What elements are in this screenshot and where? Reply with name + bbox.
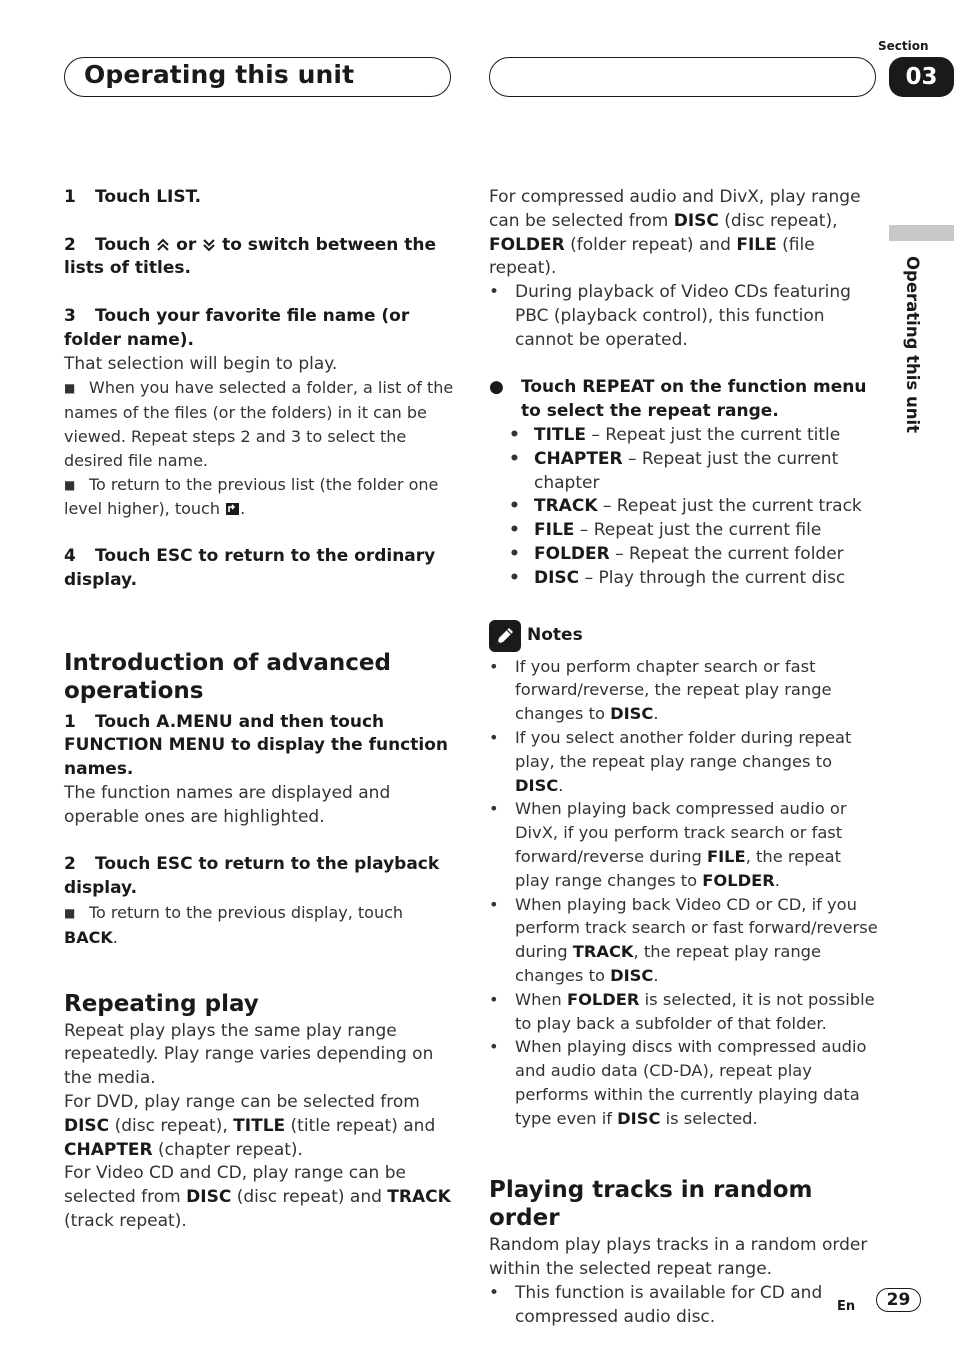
random-para: Random play plays tracks in a random order within the selected repeat range. [489, 1235, 868, 1280]
side-tab-marker [889, 225, 954, 241]
note-item: • If you select another folder during repeat play, the repeat play range changes to DISC. [489, 726, 879, 797]
intro-note: ■ To return to the previous display, touch BACK. [64, 902, 404, 947]
step-4: 4 Touch ESC to return to the ordinary display. [64, 545, 436, 590]
notes-list [489, 655, 879, 1131]
double-down-arrow-icon [202, 238, 216, 252]
step-3-note-1: ■ When you have selected a folder, a list of the names of the files (or the folders) in it can be viewed. Repeat steps 2 and 3 to select the desired file name. [64, 378, 454, 470]
repeat-heading: Repeating play [64, 990, 259, 1017]
repeat-para-2: For DVD, play range can be selected from DISC (disc repeat), TITLE (title repeat) and CHAPTER (chapter repeat). [64, 1091, 436, 1160]
side-tab-label: Operating this unit [903, 256, 922, 434]
note-item: • When playing discs with compressed audio and audio data (CD-DA), repeat play performs within the currently playing data type even if DISC is selected. [489, 1035, 879, 1130]
repeat-option-item: • TITLE – Repeat just the current title [489, 424, 879, 448]
intro-step-2: 2 Touch ESC to return to the playback display. [64, 854, 440, 899]
repeat-option-item: • FILE – Repeat just the current file [489, 519, 879, 543]
filled-circle-icon: ● [489, 377, 504, 398]
repeat-option-item: • FOLDER – Repeat the current folder [489, 543, 879, 567]
pbc-bullet: • During playback of Video CDs featuring PBC (playback control), this function cannot be operated. [489, 281, 879, 352]
repeat-option-item: • TRACK – Repeat just the current track [489, 495, 879, 519]
random-bullet: • This function is available for CD and compressed audio disc. [489, 1282, 879, 1330]
repeat-option-item: • DISC – Play through the current disc [489, 567, 879, 591]
note-item: • When FOLDER is selected, it is not possible to play back a subfolder of that folder. [489, 988, 879, 1036]
notes-header [489, 619, 879, 653]
double-up-arrow-icon [156, 238, 170, 252]
page-number: 29 [876, 1288, 921, 1312]
repeat-options-list [489, 424, 879, 591]
header-blank-frame [489, 57, 876, 97]
repeat-step: ● Touch REPEAT on the function menu to select the repeat range. [489, 377, 867, 422]
step-3-body: That selection will begin to play. [64, 353, 338, 374]
intro-heading: Introduction of advanced operations [64, 649, 391, 704]
intro-step-1-body: The function names are displayed and operable ones are highlighted. [64, 782, 391, 827]
random-heading: Playing tracks in random order [489, 1177, 813, 1232]
note-item: • If you perform chapter search or fast forward/reverse, the repeat play range changes to DISC. [489, 655, 879, 726]
left-column [64, 186, 454, 1234]
notes-title: Notes [527, 624, 583, 645]
intro-step-1: 1 Touch A.MENU and then touch FUNCTION MENU to display the function names. [64, 711, 448, 780]
note-item: • When playing back compressed audio or DivX, if you perform track search or fast forward/reverse during FILE, the repeat play range changes to FOLDER. [489, 797, 879, 892]
right-column [489, 186, 879, 1330]
page-title: Operating this unit [84, 60, 355, 89]
step-2: 2 Touch or to switch between the lists of titles. [64, 234, 437, 279]
repeat-para-3: For Video CD and CD, play range can be selected from DISC (disc repeat) and TRACK (track repeat). [64, 1163, 451, 1231]
repeat-para-1: Repeat play plays the same play range repeatedly. Play range varies depending on the media. [64, 1020, 434, 1089]
step-3: 3 Touch your favorite file name (or folder name). [64, 305, 410, 350]
language-label: En [837, 1299, 856, 1314]
step-1: 1 Touch LIST. [64, 187, 202, 207]
pencil-icon [489, 620, 521, 652]
note-item: • When playing back Video CD or CD, if you perform track search or fast forward/reverse during TRACK, the repeat play range changes to DISC. [489, 893, 879, 988]
note-square-icon: ■ [64, 905, 76, 920]
section-number-badge: 03 [889, 57, 954, 97]
folder-up-icon [225, 502, 240, 516]
note-square-icon: ■ [64, 381, 76, 396]
section-label: Section [878, 39, 929, 53]
note-square-icon: ■ [64, 477, 76, 492]
compressed-audio-para: For compressed audio and DivX, play range can be selected from DISC (disc repeat), FOLDER (folder repeat) and FILE (file repeat). [489, 187, 861, 279]
step-3-note-2: ■ To return to the previous list (the folder one level higher), touch . [64, 474, 439, 519]
repeat-option-item: • CHAPTER – Repeat just the current chapter [489, 448, 879, 496]
